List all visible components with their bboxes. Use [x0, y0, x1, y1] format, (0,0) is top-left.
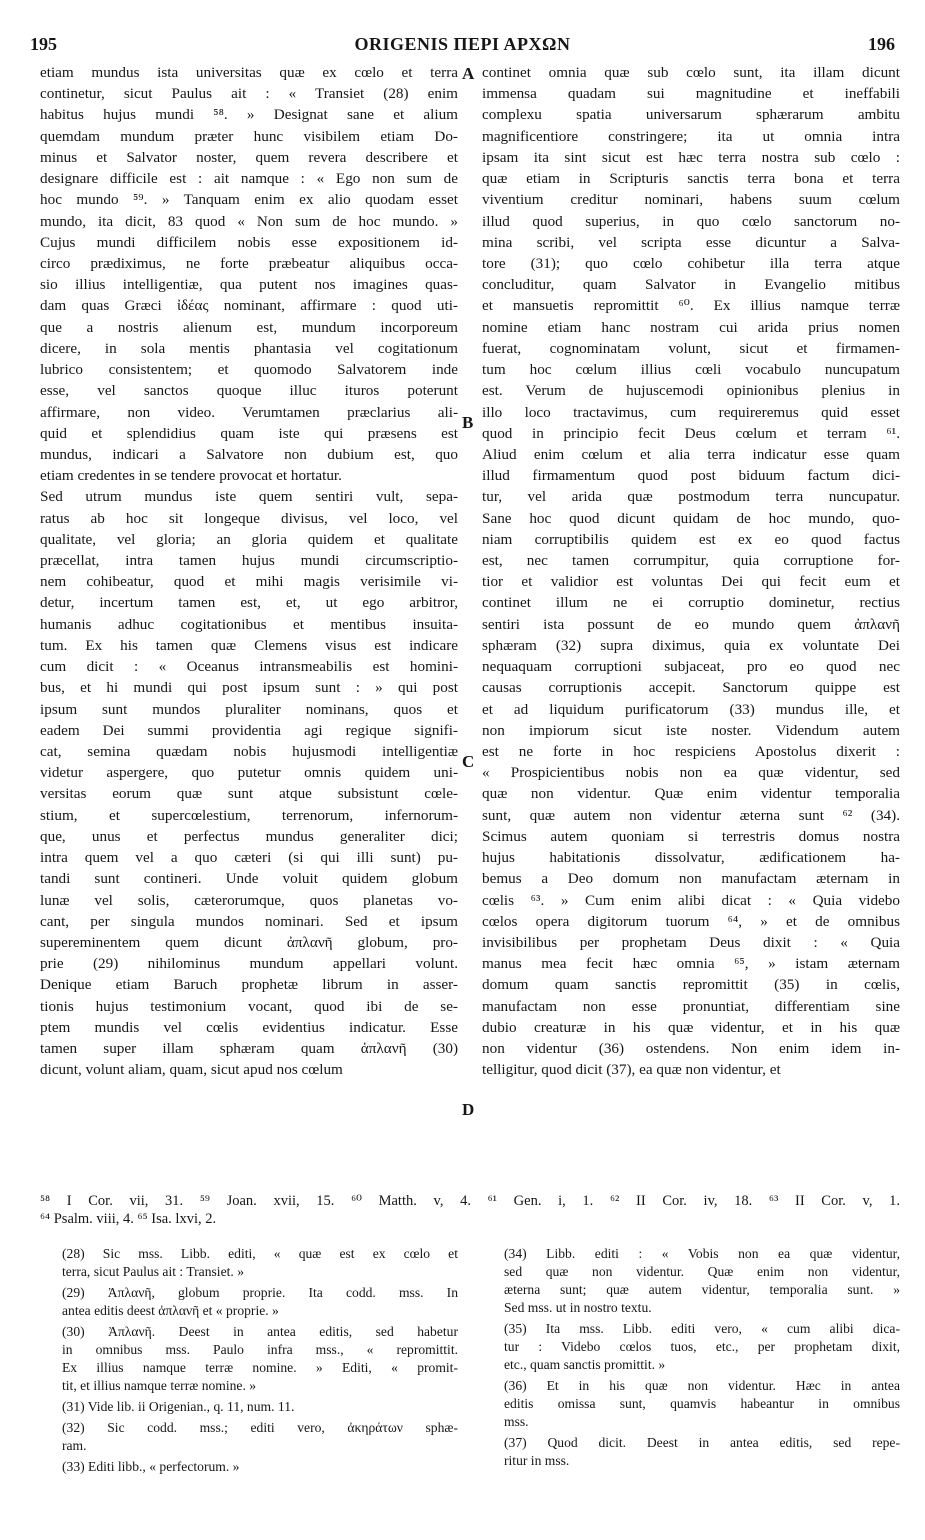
- text-line: sio illius intelligentiæ, qua putent nos imagines quas-: [40, 276, 458, 294]
- reference-line: ⁵⁸ I Cor. vii, 31. ⁵⁹ Joan. xvii, 15. ⁶⁰ Matth. v, 4. ⁶¹ Gen. i, 1. ⁶² II Cor. iv, 18. ⁶³ II Cor. v, 1.: [40, 1193, 900, 1209]
- footnotes-right: [504, 1245, 900, 1470]
- footnote-line: (30) Ἀπλανῆ. Deest in antea editis, sed habetur: [62, 1324, 458, 1339]
- text-line: dubio creaturæ in his quæ videntur, et in his quæ: [482, 1018, 900, 1036]
- footnote-line: tur : Videbo cœlos tuos, etc., per prophetam dixit,: [504, 1339, 900, 1354]
- text-line: detur, incertum tamen est, et, ut ego arbitror,: [40, 594, 458, 612]
- footnote-line: (36) Et in his quæ non videntur. Hæc in antea: [504, 1378, 900, 1393]
- text-line: esse, vel sanctos quoque illuc ituros poterunt: [40, 382, 458, 400]
- footnote-line: antea editis deest ἀπλανῆ et « proprie. »: [62, 1303, 279, 1318]
- text-line: complexu spatia universarum sphærarum ambitu: [482, 106, 900, 124]
- text-line: niam corruptibilis quidem est ex eo quod factus: [482, 530, 900, 548]
- text-line: manus mea fecit hæc omnia ⁶⁵, » istam æternam: [482, 955, 900, 973]
- text-line: tur, vel arida quæ postmodum terra nuncupatur.: [482, 488, 900, 506]
- text-line: affirmare, non video. Verumtamen præclarius ali-: [40, 403, 458, 421]
- text-line: Sane hoc quod dicunt quidam de hoc mundo, quo-: [482, 509, 900, 527]
- text-line: que, unus et perfectus mundus generaliter dici;: [40, 827, 458, 845]
- text-line: habitus hujus mundi ⁵⁸. » Designat sane et alium: [40, 106, 458, 124]
- margin-letter-b: B: [462, 413, 474, 432]
- text-line: que a nostris alienum est, mundum incorporeum: [40, 318, 458, 336]
- text-line: cat, semina quædam nobis hujusmodi intelligentiæ: [40, 743, 458, 760]
- text-line: tamen super illam sphæram quam ἀπλανῆ (30): [40, 1040, 458, 1058]
- text-line: tum. Ex his tamen quæ Clemens visus est indicare: [40, 636, 458, 654]
- text-line: continetur, sicut Paulus ait : « Transiet (28) enim: [40, 85, 458, 103]
- text-line: intra quem vel a quo cæteri (si qui illi sunt) pu-: [40, 849, 458, 867]
- footnote-line: sed quæ non videntur. Quæ enim non videntur,: [504, 1264, 900, 1279]
- footnote-line: (35) Ita mss. Libb. editi vero, « cum alibi dica-: [504, 1321, 900, 1336]
- text-line: bus, et hi mundi qui post ipsum sunt : » qui post: [40, 679, 458, 697]
- text-line: dam quas Græci ἰδέας nominant, affirmare : quod uti-: [40, 297, 458, 315]
- page-number-left: 195: [30, 34, 57, 54]
- text-line: ptem mundis vel cœlis evidentius indicatur. Esse: [40, 1018, 458, 1036]
- text-line: ratus ab hoc sit longeque divisus, vel loco, vel: [40, 509, 458, 527]
- scripture-references: [40, 1192, 900, 1228]
- footnote-line: (33) Editi libb., « perfectorum. »: [62, 1459, 240, 1474]
- footnote-line: terra, sicut Paulus ait : Transiet. »: [62, 1264, 244, 1279]
- text-line: continet omnia quæ sub cœlo sunt, ita illam dicunt: [482, 64, 900, 81]
- text-line: viventium creditur nominari, habens suum cœlum: [482, 191, 900, 209]
- text-line: mundo, ita dicit, 83 quod « Non sum de hoc mundo. »: [40, 212, 458, 230]
- text-line: etiam credentes in se tendere provocat et hortatur.: [40, 467, 342, 485]
- text-line: est, nec tamen corrumpitur, quia corruptione for-: [482, 552, 900, 570]
- text-line: quid et splendidius quam iste qui præsens est: [40, 424, 458, 442]
- footnote-line: in omnibus mss. Paulo infra mss., « repromittit.: [62, 1342, 458, 1357]
- text-line: cœlis ⁶³. » Cum enim alibi dicat : « Quia videbo: [482, 891, 900, 909]
- text-line: dicunt, volunt aliam, quam, sicut apud nos cœlum: [40, 1061, 343, 1079]
- text-line: Scimus autem quoniam si terrestris domus nostra: [482, 827, 900, 845]
- text-line: tore (31); quo cœlo cohibetur illa terra atque: [482, 254, 900, 272]
- text-line: etiam mundus ista universitas quæ ex cœlo et terra: [40, 64, 458, 81]
- margin-letter-d: D: [462, 1100, 475, 1119]
- text-line: bemus a Deo domum non manufactam æternam in: [482, 870, 900, 888]
- text-line: Aliud enim cœlum et alia terra indicatur esse quam: [482, 445, 900, 463]
- text-line: est. Verum de hujuscemodi opinionibus plenius in: [482, 382, 900, 400]
- footnote-line: ram.: [62, 1438, 87, 1453]
- text-line: et ad liquidum purificatorum (33) mundus ille, et: [482, 700, 900, 718]
- right-text-column: [482, 62, 900, 1081]
- margin-letter-a: A: [462, 64, 475, 83]
- text-line: tior et validior est voluntas Dei qui fecit eum et: [482, 573, 900, 591]
- text-line: mundus, indicari a Salvatore non dubium est, quo: [40, 445, 458, 463]
- text-line: circo prædiximus, ne forte præbeatur aliquibus occa-: [40, 254, 458, 272]
- text-line: lubrico consistentem; et quomodo Salvatorem inde: [40, 361, 458, 379]
- text-line: lunæ vel solis, cæterorumque, quos planetas vo-: [40, 891, 458, 909]
- text-line: mina scribi, vel scripta esse dicuntur a Salva-: [482, 233, 900, 251]
- footnote-line: (34) Libb. editi : « Vobis non ea quæ videntur,: [504, 1246, 900, 1261]
- text-line: Cujus mundi difficilem nobis esse expositionem id-: [40, 233, 458, 251]
- text-line: hoc mundo ⁵⁹. » Tanquam enim ex alio quodam esset: [40, 191, 458, 209]
- text-line: tionis hujus testimonium vocant, quod ibi de se-: [40, 997, 458, 1015]
- text-line: domum quam sanctis repromittit (35) in cœlis,: [482, 976, 900, 994]
- text-line: supereminentem quem dicunt ἀπλανῆ globum, pro-: [40, 933, 458, 951]
- text-line: invisibilibus per prophetam Deus dixit : « Quia: [482, 933, 900, 951]
- text-line: continet illum ne ei corruptio dominetur, rectius: [482, 594, 900, 612]
- text-line: designare difficile est : ait namque : « Ego non sum de: [40, 170, 458, 188]
- text-line: sunt, quæ autem non videntur æterna sunt ⁶² (34).: [482, 806, 900, 824]
- text-line: Denique etiam Baruch prophetæ librum in asser-: [40, 976, 458, 994]
- footnote-line: Ex illius namque terræ nomine. » Editi, « promit-: [62, 1360, 458, 1375]
- text-line: manufactam non esse pronuntiat, differentiam sine: [482, 997, 900, 1015]
- text-line: concluditur, quam Salvator in Evangelio mitibus: [482, 276, 900, 294]
- text-line: non impiorum sicut iste noster. Videndum autem: [482, 721, 900, 739]
- text-line: illud firmamentum quod post biduum factum dici-: [482, 467, 900, 485]
- text-line: quod in principio fecit Deus cœlum et terram ⁶¹.: [482, 424, 900, 442]
- running-title: ORIGENIS ΠΕΡΙ ΑΡΧΩΝ: [354, 34, 571, 54]
- text-line: prie (29) nihilominus mundum appellari volunt.: [40, 955, 458, 973]
- text-line: est ne forte in hoc respiciens Apostolus dixerit :: [482, 743, 900, 760]
- footnote-line: (32) Sic codd. mss.; editi vero, ἀκηράτων sphæ-: [62, 1420, 458, 1435]
- footnote-line: æterna sunt; quæ autem videntur, temporalia sunt. »: [504, 1282, 900, 1297]
- left-text-column: [40, 62, 458, 1081]
- text-line: minus et Salvator noster, quem revera describere et: [40, 148, 458, 166]
- text-line: præcellat, intra tamen hujus mundi circumscriptio-: [40, 552, 458, 570]
- text-line: « Prospicientibus nobis non ea quæ videntur, sed: [482, 764, 900, 782]
- footnote-line: tit, et illius namque terræ nomine. »: [62, 1378, 257, 1393]
- text-line: cum dicit : « Oceanus intransmeabilis est homini-: [40, 658, 458, 676]
- text-line: humanis adhuc cogitationibus et mentibus insuita-: [40, 615, 458, 633]
- text-line: ipsum sunt mundos pluraliter nominans, quos et: [40, 700, 458, 718]
- page-number-right: 196: [868, 34, 895, 54]
- text-line: quemdam mundum præter hunc visibilem etiam Do-: [40, 127, 458, 145]
- text-line: dicere, in sola mentis phantasia vel cogitationum: [40, 339, 458, 357]
- text-line: tum hoc cœlum illius cœli vocabulo nuncupatum: [482, 361, 900, 379]
- footnote-line: etc., quam sanctis promittit. »: [504, 1357, 666, 1372]
- text-line: illud quod superius, in quo cœlo sanctorum no-: [482, 212, 900, 230]
- margin-letter-c: C: [462, 752, 475, 771]
- text-line: sphæram (32) supra diximus, quia ex voluntate Dei: [482, 636, 900, 654]
- text-line: magnificentiore constringere; ita ut omnia intra: [482, 127, 900, 145]
- text-line: nem cohibeatur, quod et mihi magis verisimile vi-: [40, 573, 458, 591]
- text-line: ipsam ita sint sicut est hæc terra nostra sub cœlo :: [482, 148, 900, 166]
- text-line: eadem Dei summi providentia agi regique signifi-: [40, 721, 458, 739]
- text-line: cœlos opera digitorum tuorum ⁶⁴, » et de omnibus: [482, 912, 900, 930]
- text-line: illo loco tractavimus, cum requireremus quid esset: [482, 403, 900, 421]
- text-line: immensa quadam sui magnitudine et ineffabili: [482, 85, 900, 103]
- text-line: quæ etiam in Scripturis sanctis terra bona et terra: [482, 170, 900, 188]
- text-line: tandi sunt contineri. Unde voluit quidem globum: [40, 870, 458, 888]
- footnote-line: Sed mss. ut in nostro textu.: [504, 1300, 652, 1315]
- reference-line: ⁶⁴ Psalm. viii, 4. ⁶⁵ Isa. lxvi, 2.: [40, 1211, 217, 1227]
- text-line: stium, et supercœlestium, terrenorum, infernorum-: [40, 806, 458, 824]
- text-line: Sed utrum mundus iste quem sentiri vult, sepa-: [40, 488, 458, 506]
- text-line: et mansuetis repromittit ⁶⁰. Ex illius namque terræ: [482, 297, 900, 315]
- text-line: videtur aspergere, quo putetur omnis quidem uni-: [40, 764, 458, 782]
- text-line: sentiri ista possunt de eo mundo quem ἀπλανῆ: [482, 615, 900, 633]
- footnote-line: editis omissa sunt, quamvis habeantur in omnibus: [504, 1396, 900, 1411]
- text-line: non videntur (36) ostendens. Non enim idem in-: [482, 1040, 900, 1058]
- text-line: telligitur, quod dicit (37), ea quæ non videntur, et: [482, 1061, 781, 1079]
- footnote-line: (31) Vide lib. ii Origenian., q. 11, num. 11.: [62, 1399, 295, 1414]
- footnote-line: (28) Sic mss. Libb. editi, « quæ est ex cœlo et: [62, 1246, 458, 1261]
- text-line: quæ non videntur. Quæ enim videntur temporalia: [482, 785, 900, 803]
- text-line: versitas eorum quæ sunt atque subsistunt cœle-: [40, 785, 458, 803]
- footnote-line: mss.: [504, 1414, 529, 1429]
- text-line: fuerat, cognominatam volunt, sicut et firmamen-: [482, 339, 900, 357]
- footnote-line: ritur in mss.: [504, 1453, 570, 1468]
- text-line: nomine etiam hanc nostram cui arida prius nomen: [482, 318, 900, 336]
- text-line: nequaquam corruptioni subjaceat, pro eo quod nec: [482, 658, 900, 676]
- page-header: [30, 34, 895, 58]
- text-line: hujus habitationis dissolvatur, ædificationem ha-: [482, 849, 900, 867]
- footnotes-left: [62, 1245, 458, 1476]
- text-line: qualitate, vel gloria; an gloria quidem et qualitate: [40, 530, 458, 548]
- text-line: cant, per singula mundos nominari. Sed et ipsum: [40, 912, 458, 930]
- footnote-line: (37) Quod dicit. Deest in antea editis, sed repe-: [504, 1435, 900, 1450]
- footnote-line: (29) Ἀπλανῆ, globum proprie. Ita codd. mss. In: [62, 1285, 458, 1300]
- text-line: causas corruptionis accepit. Sanctorum quippe est: [482, 679, 900, 697]
